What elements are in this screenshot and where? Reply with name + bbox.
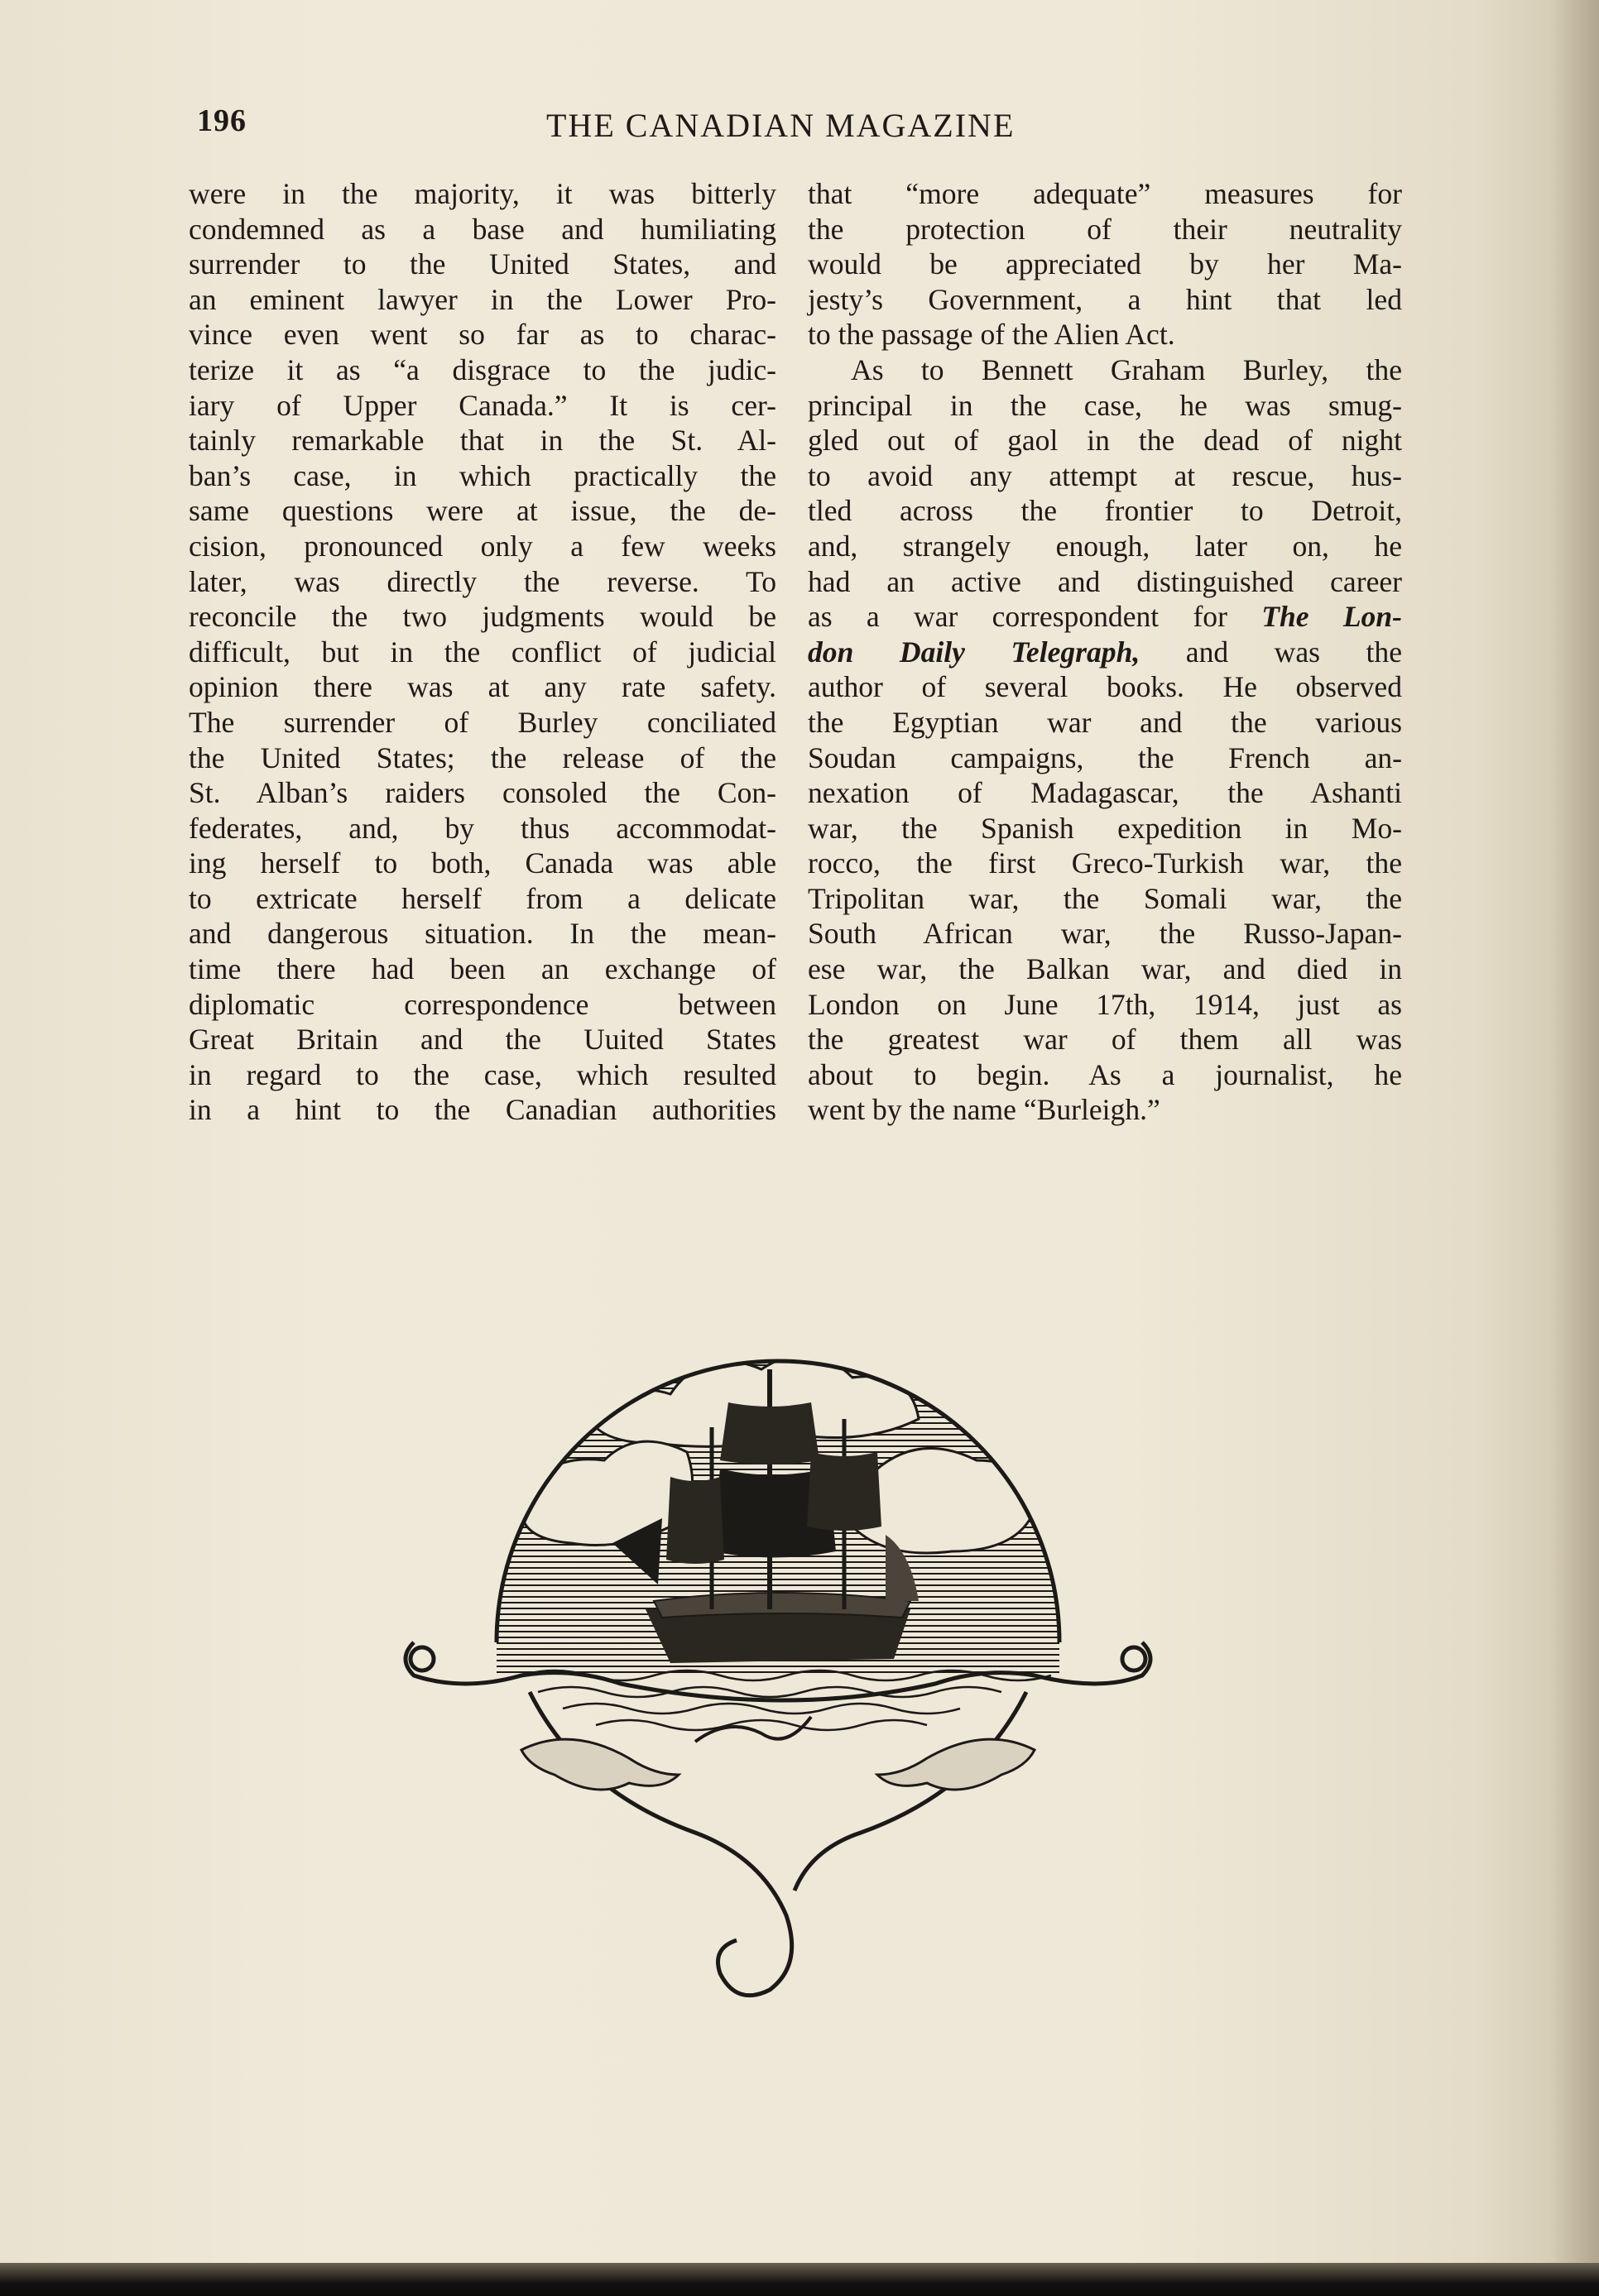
italic-title-fragment: don Daily Telegraph, xyxy=(808,635,1140,669)
text-line: an eminent lawyer in the Lower Pro- xyxy=(189,282,776,316)
text-line: the Egyptian war and the various xyxy=(808,705,1402,739)
running-head: THE CANADIAN MAGAZINE xyxy=(546,107,1016,144)
text-line: author of several books. He observed xyxy=(808,670,1402,704)
left-text-column xyxy=(189,176,776,1128)
text-line: Great Britain and the Uuited States xyxy=(189,1023,776,1057)
binding-shadow xyxy=(1549,0,1599,2296)
text-line: tled across the frontier to Detroit, xyxy=(808,494,1402,528)
text-line: ing herself to both, Canada was able xyxy=(189,846,776,880)
text-line xyxy=(808,635,1402,670)
text-line: in regard to the case, which resulted xyxy=(189,1057,776,1091)
text-line: vince even went so far as to charac- xyxy=(189,318,776,352)
text-line: same questions were at issue, the de- xyxy=(189,494,776,528)
page-bottom-edge xyxy=(0,2263,1599,2296)
text-line: London on June 17th, 1914, just as xyxy=(808,987,1402,1021)
text-line: The surrender of Burley conciliated xyxy=(189,705,776,739)
text-line: rocco, the first Greco-Turkish war, the xyxy=(808,846,1402,880)
dolphin-ornaments xyxy=(521,1739,1035,1790)
text-line: cision, pronounced only a few weeks xyxy=(189,529,776,563)
sea-waves xyxy=(521,1670,1051,1742)
text-line: opinion there was at any rate safety. xyxy=(189,670,776,704)
text-line: would be appreciated by her Ma- xyxy=(808,247,1402,281)
text-line: time there had been an exchange of xyxy=(189,952,776,986)
text-line: the protection of their neutrality xyxy=(808,212,1402,246)
text-line: condemned as a base and humiliating xyxy=(189,212,776,246)
text-line: ese war, the Balkan war, and died in xyxy=(808,952,1402,986)
text-line: diplomatic correspondence between xyxy=(189,987,776,1021)
text-line xyxy=(808,599,1402,635)
text-line: gled out of gaol in the dead of night xyxy=(808,424,1402,458)
text-line: went by the name “Burleigh.” xyxy=(808,1093,1160,1127)
text-line: nexation of Madagascar, the Ashanti xyxy=(808,776,1402,810)
text-line: St. Alban’s raiders consoled the Con- xyxy=(189,776,776,810)
text-line: federates, and, by thus accommodat- xyxy=(189,811,776,845)
text-line: and dangerous situation. In the mean- xyxy=(189,917,776,951)
text-line: iary of Upper Canada.” It is cer- xyxy=(189,388,776,422)
text-line: in a hint to the Canadian authorities xyxy=(189,1093,776,1127)
right-text-column xyxy=(808,176,1402,1128)
text-line: to avoid any attempt at rescue, hus- xyxy=(808,458,1402,492)
text-line: surrender to the United States, and xyxy=(189,247,776,281)
text-line: to the passage of the Alien Act. xyxy=(808,318,1175,352)
page-number: 196 xyxy=(197,103,247,138)
scroll-frame xyxy=(406,1642,1150,1996)
text-line: the greatest war of them all was xyxy=(808,1023,1402,1057)
text-line: war, the Spanish expedition in Mo- xyxy=(808,811,1402,845)
text-line: the United States; the release of the xyxy=(189,741,776,774)
italic-title-fragment: The Lon- xyxy=(1261,600,1402,634)
text-line: jesty’s Government, a hint that led xyxy=(808,282,1402,316)
text-line: South African war, the Russo-Japan- xyxy=(808,917,1402,951)
text-line: difficult, but in the conflict of judicial xyxy=(189,635,776,669)
text-line: reconcile the two judgments would be xyxy=(189,600,776,634)
text-line: and, strangely enough, later on, he xyxy=(808,529,1402,563)
text-line: terize it as “a disgrace to the judic- xyxy=(189,352,776,386)
text-line: ban’s case, in which practically the xyxy=(189,458,776,492)
text-line: tainly remarkable that in the St. Al- xyxy=(189,424,776,458)
ship-vignette-illustration xyxy=(397,1212,1159,2015)
text-line: Tripolitan war, the Somali war, the xyxy=(808,881,1402,915)
text-line: had an active and distinguished career xyxy=(808,564,1402,598)
text-line: later, was directly the reverse. To xyxy=(189,564,776,598)
text-fragment: as a war correspondent for xyxy=(808,600,1262,634)
text-line: about to begin. As a journalist, he xyxy=(808,1057,1402,1091)
text-fragment: and was the xyxy=(1140,635,1402,669)
text-line: to extricate herself from a delicate xyxy=(189,881,776,915)
text-line: Soudan campaigns, the French an- xyxy=(808,741,1402,774)
paragraph-start-line: As to Bennett Graham Burley, the xyxy=(851,352,1402,386)
text-line: were in the majority, it was bitterly xyxy=(189,177,776,210)
text-line: principal in the case, he was smug- xyxy=(808,388,1402,422)
text-line: that “more adequate” measures for xyxy=(808,177,1402,210)
